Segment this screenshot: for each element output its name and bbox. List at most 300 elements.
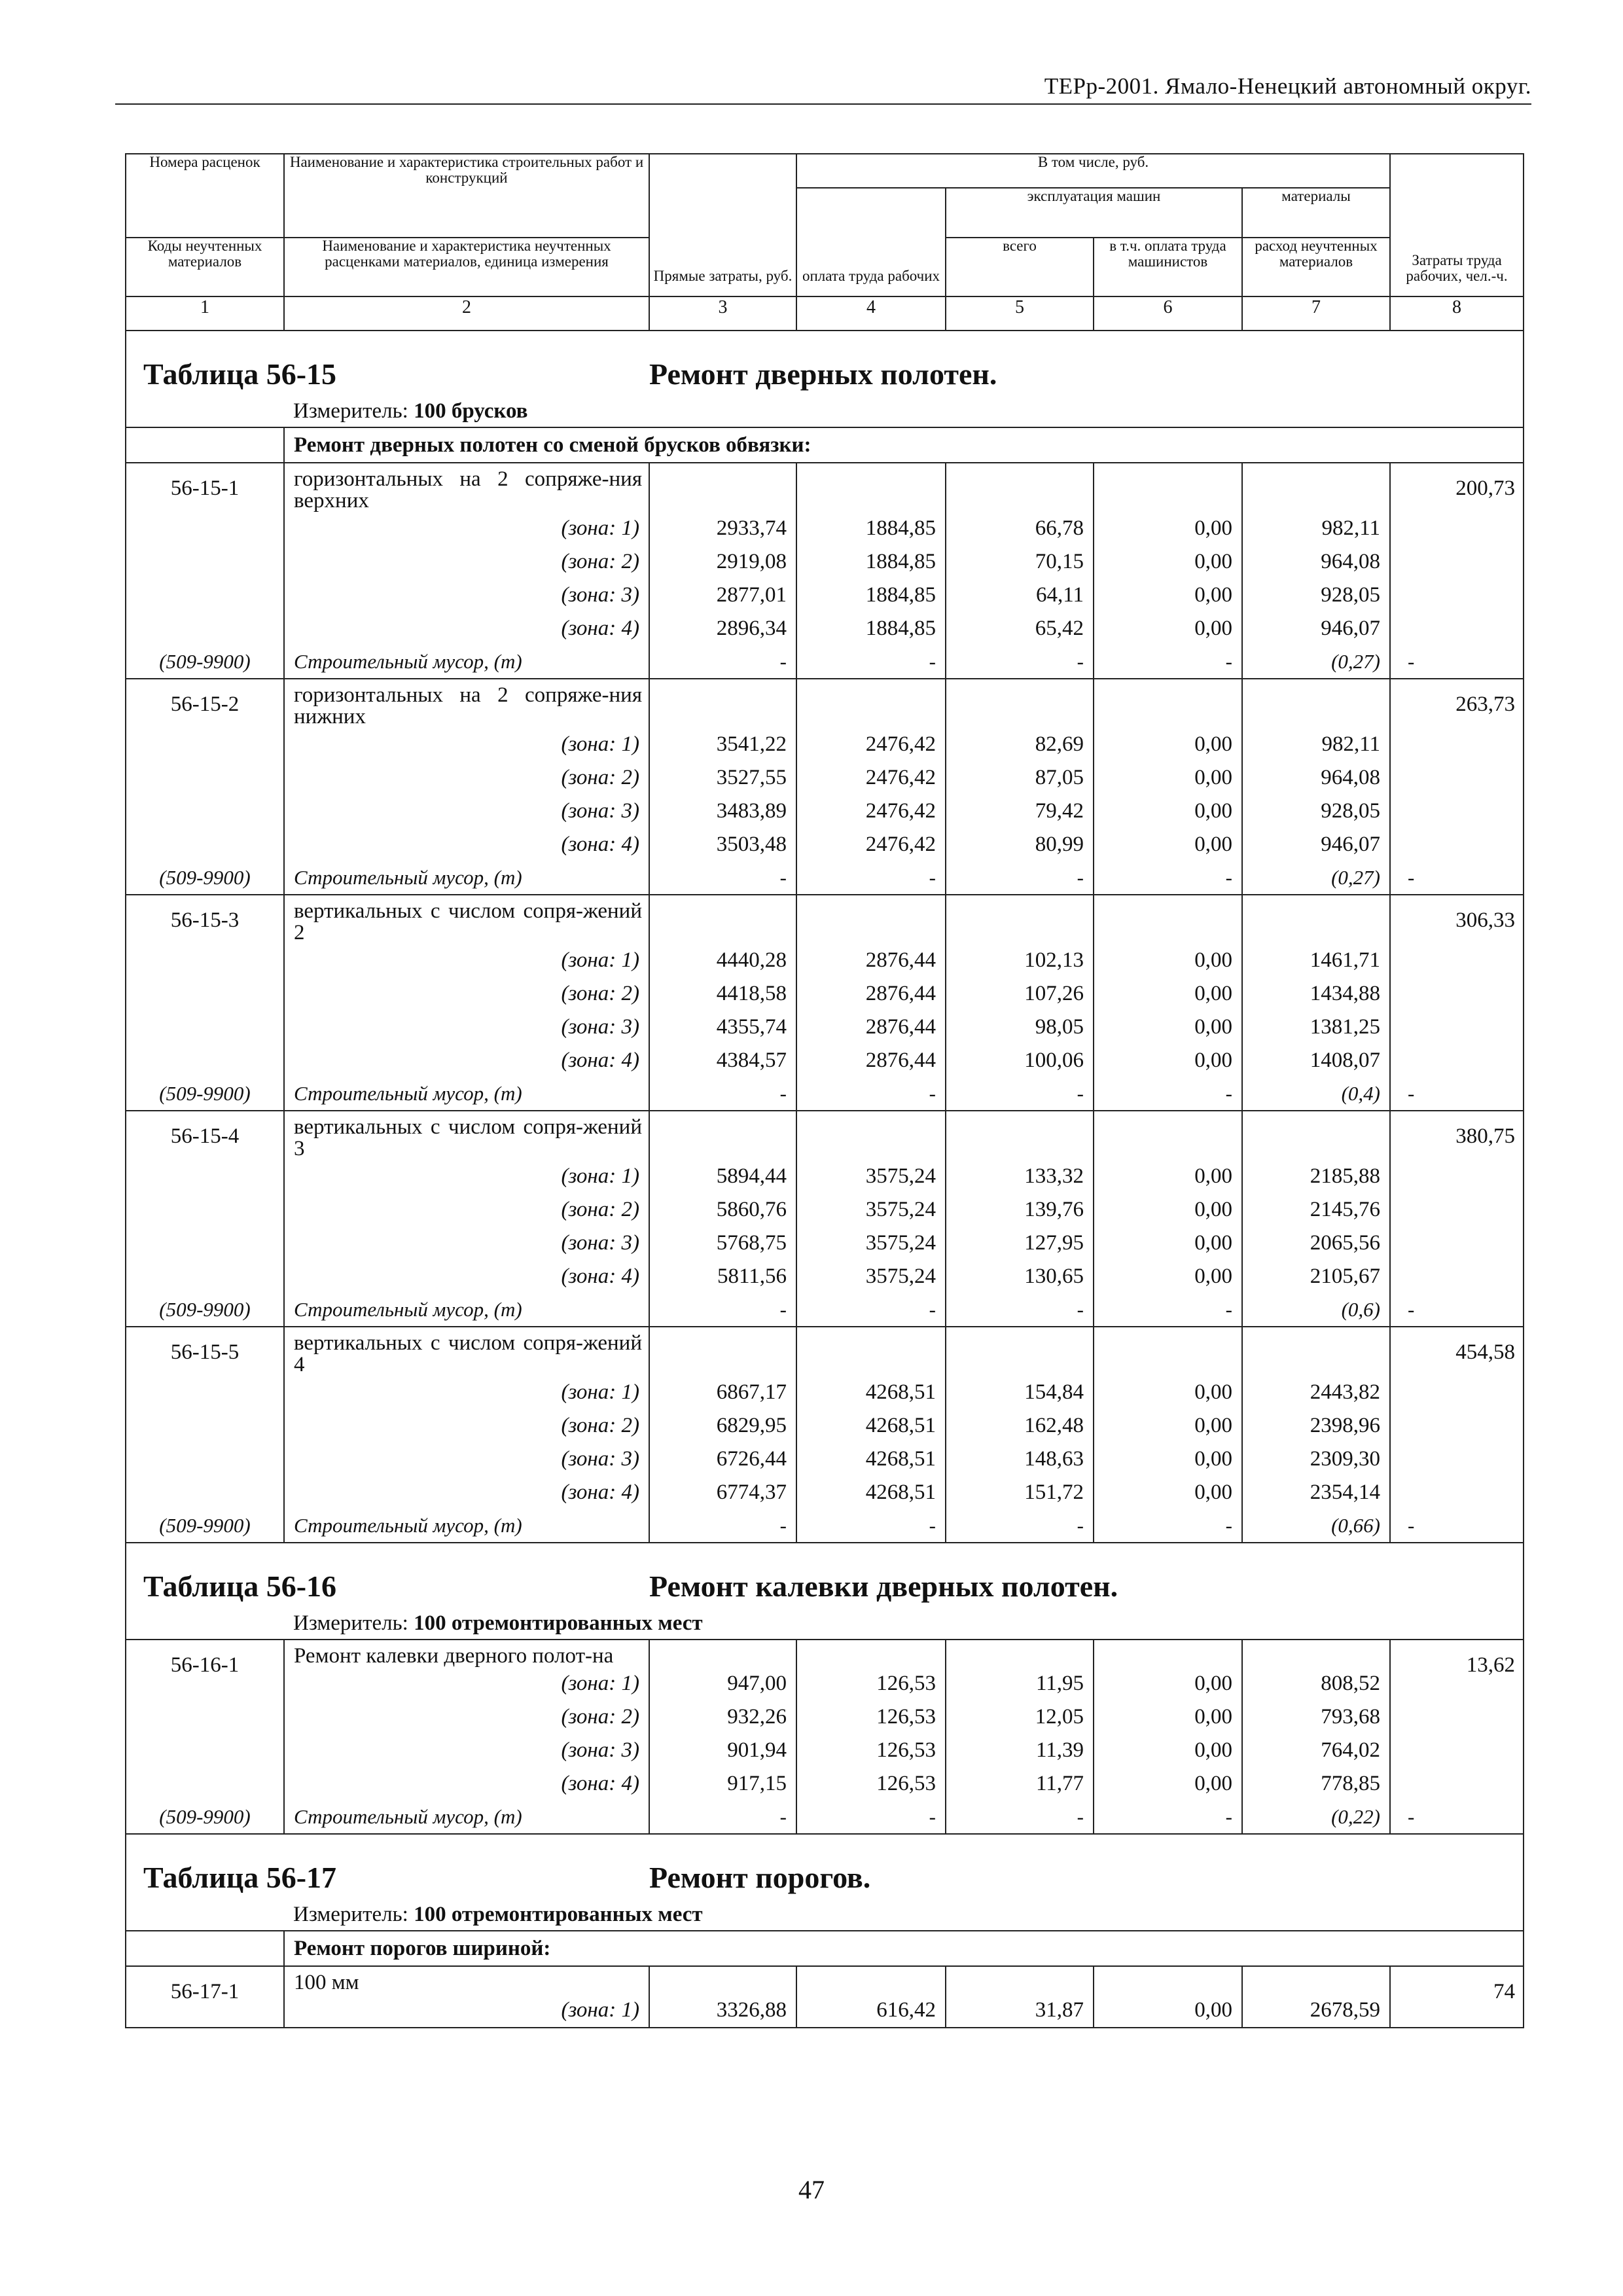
zone-row: [126, 795, 1524, 828]
zone-value: 3575,24: [796, 1160, 946, 1193]
measure-text: [284, 1899, 1524, 1931]
zone-row: [126, 1443, 1524, 1476]
zone-value: 82,69: [946, 728, 1094, 761]
zone-value: 1461,71: [1242, 944, 1390, 977]
zone-value: 102,13: [946, 944, 1094, 977]
table-title-row: [126, 1543, 1524, 1607]
zone-row: [126, 579, 1524, 612]
zone-row: [126, 1994, 1524, 2028]
zone-value: 2876,44: [796, 1044, 946, 1077]
col-number: 2: [284, 296, 649, 331]
zone-value: 87,05: [946, 761, 1094, 795]
zone-value: 107,26: [946, 977, 1094, 1011]
zone-value: 793,68: [1242, 1700, 1390, 1734]
material-code: (509-9900): [159, 1514, 251, 1537]
material-value: -: [946, 1293, 1094, 1327]
zone-label: (зона: 3): [284, 1734, 649, 1767]
empty-cell: [796, 1111, 946, 1160]
zone-value: 2443,82: [1242, 1376, 1390, 1409]
zone-value: 0,00: [1094, 1476, 1242, 1509]
labor-cost: 200,73: [1390, 463, 1524, 645]
labor-cost: 263,73: [1390, 679, 1524, 861]
zone-value: 6829,95: [649, 1409, 796, 1443]
zone-label: (зона: 1): [284, 1994, 649, 2028]
material-name: Строительный мусор, (т): [284, 861, 649, 895]
empty-cell: [649, 1327, 796, 1376]
materials-header: материалы: [1242, 188, 1390, 238]
zone-row: [126, 1409, 1524, 1443]
zone-value: 4384,57: [649, 1044, 796, 1077]
material-value: -: [649, 861, 796, 895]
zone-row: [126, 1260, 1524, 1293]
empty-cell: [1242, 1966, 1390, 1994]
measure-text: [284, 395, 1524, 427]
material-consumption: (0,66): [1242, 1509, 1390, 1543]
zone-value: 2933,74: [649, 512, 796, 545]
material-labor: -: [1390, 861, 1524, 895]
zone-value: 2185,88: [1242, 1160, 1390, 1193]
material-row: [126, 1077, 1524, 1111]
price-table: [125, 153, 1524, 2028]
zone-value: 3575,24: [796, 1227, 946, 1260]
zone-value: 808,52: [1242, 1667, 1390, 1700]
rate-code: 56-15-1: [126, 463, 284, 645]
material-value: -: [946, 1077, 1094, 1111]
zone-label: (зона: 3): [284, 579, 649, 612]
measure-row: [126, 395, 1524, 427]
material-code: (509-9900): [159, 1082, 251, 1105]
zone-row: [126, 1044, 1524, 1077]
zone-value: 126,53: [796, 1734, 946, 1767]
header-rule: [115, 103, 1531, 105]
table-subtitle: Ремонт порогов шириной:: [284, 1931, 1524, 1966]
material-value: -: [1094, 1293, 1242, 1327]
zone-value: 0,00: [1094, 1734, 1242, 1767]
zone-value: 764,02: [1242, 1734, 1390, 1767]
rate-code: 56-15-4: [126, 1111, 284, 1293]
rate-row: [126, 679, 1524, 728]
material-labor: -: [1390, 1509, 1524, 1543]
zone-value: 1884,85: [796, 579, 946, 612]
empty-cell: [1094, 1640, 1242, 1667]
spacer-cell: [126, 1607, 284, 1640]
zone-row: [126, 1667, 1524, 1700]
zone-value: 917,15: [649, 1767, 796, 1801]
zone-value: 1434,88: [1242, 977, 1390, 1011]
zone-row: [126, 761, 1524, 795]
zone-value: 79,42: [946, 795, 1094, 828]
zone-value: 1408,07: [1242, 1044, 1390, 1077]
empty-cell: [1242, 463, 1390, 512]
material-value: -: [796, 1293, 946, 1327]
zone-value: 4268,51: [796, 1443, 946, 1476]
labor-cost: 13,62: [1390, 1640, 1524, 1801]
rate-code: 56-17-1: [126, 1966, 284, 2028]
spacer-cell: [126, 395, 284, 427]
material-consumption: (0,4): [1242, 1077, 1390, 1111]
zone-value: 5860,76: [649, 1193, 796, 1227]
zone-label: (зона: 2): [284, 1193, 649, 1227]
material-consumption: (0,27): [1242, 861, 1390, 895]
zone-value: 2354,14: [1242, 1476, 1390, 1509]
empty-cell: [1094, 679, 1242, 728]
material-labor: -: [1390, 1293, 1524, 1327]
zone-value: 0,00: [1094, 795, 1242, 828]
col1-header-top: Номера расценок: [126, 154, 284, 238]
zone-value: 0,00: [1094, 761, 1242, 795]
zone-value: 5768,75: [649, 1227, 796, 1260]
material-code: (509-9900): [159, 1805, 251, 1828]
zone-value: 2877,01: [649, 579, 796, 612]
zone-value: 3541,22: [649, 728, 796, 761]
rate-name: 100 мм: [284, 1966, 649, 1994]
zone-row: [126, 1227, 1524, 1260]
rate-name: горизонтальных на 2 сопряже-ния верхних: [284, 463, 649, 512]
zone-value: 65,42: [946, 612, 1094, 645]
spacer-cell: [126, 1931, 284, 1966]
zone-label: (зона: 1): [284, 944, 649, 977]
zone-row: [126, 828, 1524, 861]
empty-cell: [1094, 895, 1242, 944]
material-row: [126, 1293, 1524, 1327]
zone-value: 11,39: [946, 1734, 1094, 1767]
spacer-cell: [126, 427, 284, 463]
zone-value: 0,00: [1094, 1667, 1242, 1700]
zone-value: 0,00: [1094, 1011, 1242, 1044]
empty-cell: [1242, 895, 1390, 944]
col5-header: всего: [946, 238, 1094, 296]
zone-value: 127,95: [946, 1227, 1094, 1260]
zone-label: (зона: 4): [284, 828, 649, 861]
zone-value: 2476,42: [796, 761, 946, 795]
zone-value: 1884,85: [796, 612, 946, 645]
col1-header-bottom: Коды неучтенных материалов: [126, 238, 284, 296]
rate-row: [126, 1111, 1524, 1160]
zone-value: 126,53: [796, 1767, 946, 1801]
zone-row: [126, 1011, 1524, 1044]
zone-value: 982,11: [1242, 512, 1390, 545]
material-name: Строительный мусор, (т): [284, 645, 649, 679]
rate-row: [126, 895, 1524, 944]
zone-value: 0,00: [1094, 1160, 1242, 1193]
material-name: Строительный мусор, (т): [284, 1509, 649, 1543]
rate-row: [126, 1327, 1524, 1376]
zone-value: 154,84: [946, 1376, 1094, 1409]
zone-value: 133,32: [946, 1160, 1094, 1193]
zone-value: 616,42: [796, 1994, 946, 2028]
col7-header: расход неучтенных материалов: [1242, 238, 1390, 296]
zone-value: 3326,88: [649, 1994, 796, 2028]
zone-value: 130,65: [946, 1260, 1094, 1293]
empty-cell: [1242, 679, 1390, 728]
zone-label: (зона: 2): [284, 1700, 649, 1734]
table-title-row: [126, 1834, 1524, 1899]
zone-value: 31,87: [946, 1994, 1094, 2028]
zone-value: 100,06: [946, 1044, 1094, 1077]
zone-value: 0,00: [1094, 1044, 1242, 1077]
table-name: Ремонт калевки дверных полотен.: [649, 1543, 1524, 1607]
empty-cell: [649, 1111, 796, 1160]
zone-label: (зона: 1): [284, 1667, 649, 1700]
col-number: 5: [946, 296, 1094, 331]
zone-label: (зона: 1): [284, 1160, 649, 1193]
zone-value: 3503,48: [649, 828, 796, 861]
zone-value: 2065,56: [1242, 1227, 1390, 1260]
zone-value: 0,00: [1094, 579, 1242, 612]
zone-value: 928,05: [1242, 579, 1390, 612]
zone-value: 2398,96: [1242, 1409, 1390, 1443]
labor-cost: 380,75: [1390, 1111, 1524, 1293]
zone-value: 2309,30: [1242, 1443, 1390, 1476]
rate-name: вертикальных с числом сопря-жений 3: [284, 1111, 649, 1160]
zone-row: [126, 1767, 1524, 1801]
material-value: -: [796, 645, 946, 679]
measure-label: Измеритель:: [293, 1902, 414, 1926]
rate-row: [126, 463, 1524, 512]
material-value: -: [1094, 1801, 1242, 1834]
material-value: -: [946, 645, 1094, 679]
zone-value: 4355,74: [649, 1011, 796, 1044]
rate-code: 56-15-2: [126, 679, 284, 861]
zone-value: 5894,44: [649, 1160, 796, 1193]
zone-value: 3575,24: [796, 1193, 946, 1227]
table-subtitle: Ремонт дверных полотен со сменой брусков обвязки:: [284, 427, 1524, 463]
zone-value: 11,77: [946, 1767, 1094, 1801]
zone-value: 0,00: [1094, 1193, 1242, 1227]
zone-row: [126, 1734, 1524, 1767]
zone-value: 5811,56: [649, 1260, 796, 1293]
empty-cell: [946, 1640, 1094, 1667]
zone-value: 0,00: [1094, 1227, 1242, 1260]
empty-cell: [1094, 1966, 1242, 1994]
zone-value: 946,07: [1242, 828, 1390, 861]
material-name: Строительный мусор, (т): [284, 1293, 649, 1327]
material-consumption: (0,6): [1242, 1293, 1390, 1327]
rate-name: вертикальных с числом сопря-жений 2: [284, 895, 649, 944]
page-number: 47: [798, 2175, 825, 2204]
zone-value: 0,00: [1094, 612, 1242, 645]
col4-header: оплата труда рабочих: [796, 188, 946, 296]
material-row: [126, 861, 1524, 895]
zone-value: 3575,24: [796, 1260, 946, 1293]
zone-row: [126, 944, 1524, 977]
zone-label: (зона: 3): [284, 1227, 649, 1260]
material-value: -: [1094, 1509, 1242, 1543]
empty-cell: [1094, 1327, 1242, 1376]
zone-value: 928,05: [1242, 795, 1390, 828]
zone-value: 1381,25: [1242, 1011, 1390, 1044]
zone-value: 0,00: [1094, 977, 1242, 1011]
zone-value: 2476,42: [796, 828, 946, 861]
zone-row: [126, 545, 1524, 579]
machines-header: эксплуатация машин: [946, 188, 1242, 238]
table-title: Таблица 56-16: [126, 1543, 649, 1607]
empty-cell: [1242, 1111, 1390, 1160]
col-number: 1: [126, 296, 284, 331]
zone-value: 66,78: [946, 512, 1094, 545]
rate-name: вертикальных с числом сопря-жений 4: [284, 1327, 649, 1376]
zone-value: 3527,55: [649, 761, 796, 795]
zone-value: 2876,44: [796, 977, 946, 1011]
zone-value: 982,11: [1242, 728, 1390, 761]
zone-row: [126, 977, 1524, 1011]
labor-cost: 74: [1390, 1966, 1524, 2028]
zone-label: (зона: 1): [284, 1376, 649, 1409]
zone-row: [126, 612, 1524, 645]
empty-cell: [1094, 463, 1242, 512]
empty-cell: [796, 463, 946, 512]
running-header: ТЕРр-2001. Ямало-Ненецкий автономный округ.: [1044, 73, 1531, 99]
zone-value: 4268,51: [796, 1409, 946, 1443]
empty-cell: [796, 1640, 946, 1667]
material-value: -: [649, 1077, 796, 1111]
empty-cell: [649, 679, 796, 728]
empty-cell: [946, 463, 1094, 512]
material-row: [126, 645, 1524, 679]
material-name: Строительный мусор, (т): [284, 1077, 649, 1111]
rate-row: [126, 1640, 1524, 1667]
material-value: -: [946, 1801, 1094, 1834]
zone-label: (зона: 4): [284, 1260, 649, 1293]
zone-label: (зона: 2): [284, 977, 649, 1011]
zone-row: [126, 1193, 1524, 1227]
zone-label: (зона: 4): [284, 612, 649, 645]
zone-value: 0,00: [1094, 545, 1242, 579]
material-value: -: [1094, 861, 1242, 895]
measure-label: Измеритель:: [293, 1611, 414, 1635]
zone-label: (зона: 1): [284, 512, 649, 545]
zone-value: 2105,67: [1242, 1260, 1390, 1293]
zone-label: (зона: 3): [284, 795, 649, 828]
zone-value: 0,00: [1094, 728, 1242, 761]
empty-cell: [946, 679, 1094, 728]
zone-value: 947,00: [649, 1667, 796, 1700]
zone-value: 1884,85: [796, 545, 946, 579]
material-code: (509-9900): [159, 866, 251, 889]
empty-cell: [946, 895, 1094, 944]
zone-value: 98,05: [946, 1011, 1094, 1044]
zone-value: 0,00: [1094, 1443, 1242, 1476]
empty-cell: [796, 1966, 946, 1994]
incl-header: В том числе, руб.: [796, 154, 1390, 188]
empty-cell: [649, 1640, 796, 1667]
material-value: -: [796, 861, 946, 895]
zone-value: 126,53: [796, 1700, 946, 1734]
rate-name: Ремонт калевки дверного полот-на: [284, 1640, 649, 1667]
zone-value: 2876,44: [796, 944, 946, 977]
zone-row: [126, 1160, 1524, 1193]
zone-label: (зона: 2): [284, 1409, 649, 1443]
zone-label: (зона: 2): [284, 545, 649, 579]
zone-value: 6867,17: [649, 1376, 796, 1409]
material-labor: -: [1390, 1801, 1524, 1834]
measure-row: [126, 1607, 1524, 1640]
zone-value: 2919,08: [649, 545, 796, 579]
material-value: -: [796, 1509, 946, 1543]
zone-value: 0,00: [1094, 1700, 1242, 1734]
empty-cell: [796, 1327, 946, 1376]
zone-value: 2476,42: [796, 728, 946, 761]
rate-row: [126, 1966, 1524, 1994]
zone-value: 1884,85: [796, 512, 946, 545]
zone-value: 932,26: [649, 1700, 796, 1734]
zone-value: 2876,44: [796, 1011, 946, 1044]
rate-name: горизонтальных на 2 сопряже-ния нижних: [284, 679, 649, 728]
zone-row: [126, 1700, 1524, 1734]
zone-value: 0,00: [1094, 1994, 1242, 2028]
material-value: -: [649, 1801, 796, 1834]
col2-header-top: Наименование и характеристика строительных работ и конструкций: [284, 154, 649, 238]
empty-cell: [796, 679, 946, 728]
material-value: -: [649, 1509, 796, 1543]
zone-value: 946,07: [1242, 612, 1390, 645]
zone-value: 2145,76: [1242, 1193, 1390, 1227]
zone-value: 6726,44: [649, 1443, 796, 1476]
zone-value: 4268,51: [796, 1476, 946, 1509]
rate-code: 56-16-1: [126, 1640, 284, 1801]
zone-value: 4268,51: [796, 1376, 946, 1409]
labor-cost: 306,33: [1390, 895, 1524, 1077]
empty-cell: [1242, 1640, 1390, 1667]
zone-value: 80,99: [946, 828, 1094, 861]
empty-cell: [649, 895, 796, 944]
material-code: (509-9900): [159, 650, 251, 673]
zone-value: 139,76: [946, 1193, 1094, 1227]
material-row: [126, 1509, 1524, 1543]
labor-cost: 454,58: [1390, 1327, 1524, 1509]
measure-row: [126, 1899, 1524, 1931]
zone-value: 151,72: [946, 1476, 1094, 1509]
material-consumption: (0,27): [1242, 645, 1390, 679]
col-number: 8: [1390, 296, 1524, 331]
material-value: -: [649, 1293, 796, 1327]
col8-header: Затраты труда рабочих, чел.-ч.: [1390, 154, 1524, 296]
rate-code: 56-15-3: [126, 895, 284, 1077]
zone-value: 6774,37: [649, 1476, 796, 1509]
empty-cell: [796, 895, 946, 944]
empty-cell: [946, 1966, 1094, 1994]
subtitle-row: [126, 1931, 1524, 1966]
zone-value: 901,94: [649, 1734, 796, 1767]
zone-row: [126, 512, 1524, 545]
subtitle-row: [126, 427, 1524, 463]
material-value: -: [796, 1801, 946, 1834]
measure-value: 100 брусков: [414, 399, 528, 423]
empty-cell: [1094, 1111, 1242, 1160]
zone-label: (зона: 2): [284, 761, 649, 795]
material-value: -: [1094, 645, 1242, 679]
zone-value: 964,08: [1242, 761, 1390, 795]
col-number: 6: [1094, 296, 1242, 331]
zone-value: 778,85: [1242, 1767, 1390, 1801]
zone-value: 2896,34: [649, 612, 796, 645]
zone-row: [126, 1376, 1524, 1409]
zone-value: 148,63: [946, 1443, 1094, 1476]
col-number: 3: [649, 296, 796, 331]
zone-value: 12,05: [946, 1700, 1094, 1734]
material-code: (509-9900): [159, 1298, 251, 1321]
material-consumption: (0,22): [1242, 1801, 1390, 1834]
material-value: -: [649, 645, 796, 679]
zone-label: (зона: 3): [284, 1443, 649, 1476]
zone-value: 964,08: [1242, 545, 1390, 579]
table-title: Таблица 56-15: [143, 357, 337, 391]
zone-value: 0,00: [1094, 1376, 1242, 1409]
spacer-cell: [126, 1899, 284, 1931]
zone-label: (зона: 4): [284, 1476, 649, 1509]
material-row: [126, 1801, 1524, 1834]
measure-value: 100 отремонтированных мест: [414, 1611, 703, 1635]
